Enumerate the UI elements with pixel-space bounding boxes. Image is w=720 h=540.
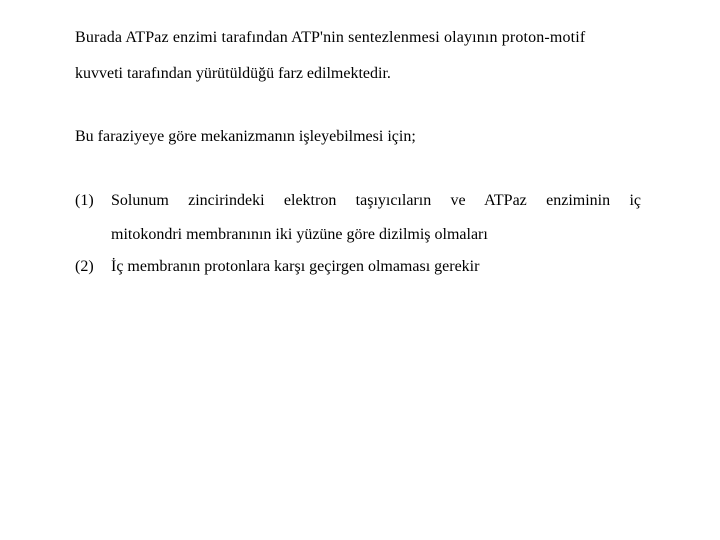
list-item-2-number: (2): [75, 258, 94, 275]
list-item-1-line-1: Solunum zincirindeki elektron taşıyıcıların ve ATPaz enziminin iç: [111, 192, 641, 209]
list-item-1-line-2: mitokondri membranının iki yüzüne göre dizilmiş olmaları: [111, 226, 488, 243]
paragraph-1-line-1: Burada ATPaz enzimi tarafından ATP'nin sentezlenmesi olayının proton-motif: [75, 29, 586, 46]
list-item-1-number: (1): [75, 192, 94, 209]
paragraph-2: Bu faraziyeye göre mekanizmanın işleyebilmesi için;: [75, 128, 416, 145]
paragraph-1-line-2: kuvveti tarafından yürütüldüğü farz edilmektedir.: [75, 65, 391, 82]
list-item-2-line-1: İç membranın protonlara karşı geçirgen olmaması gerekir: [111, 258, 480, 275]
